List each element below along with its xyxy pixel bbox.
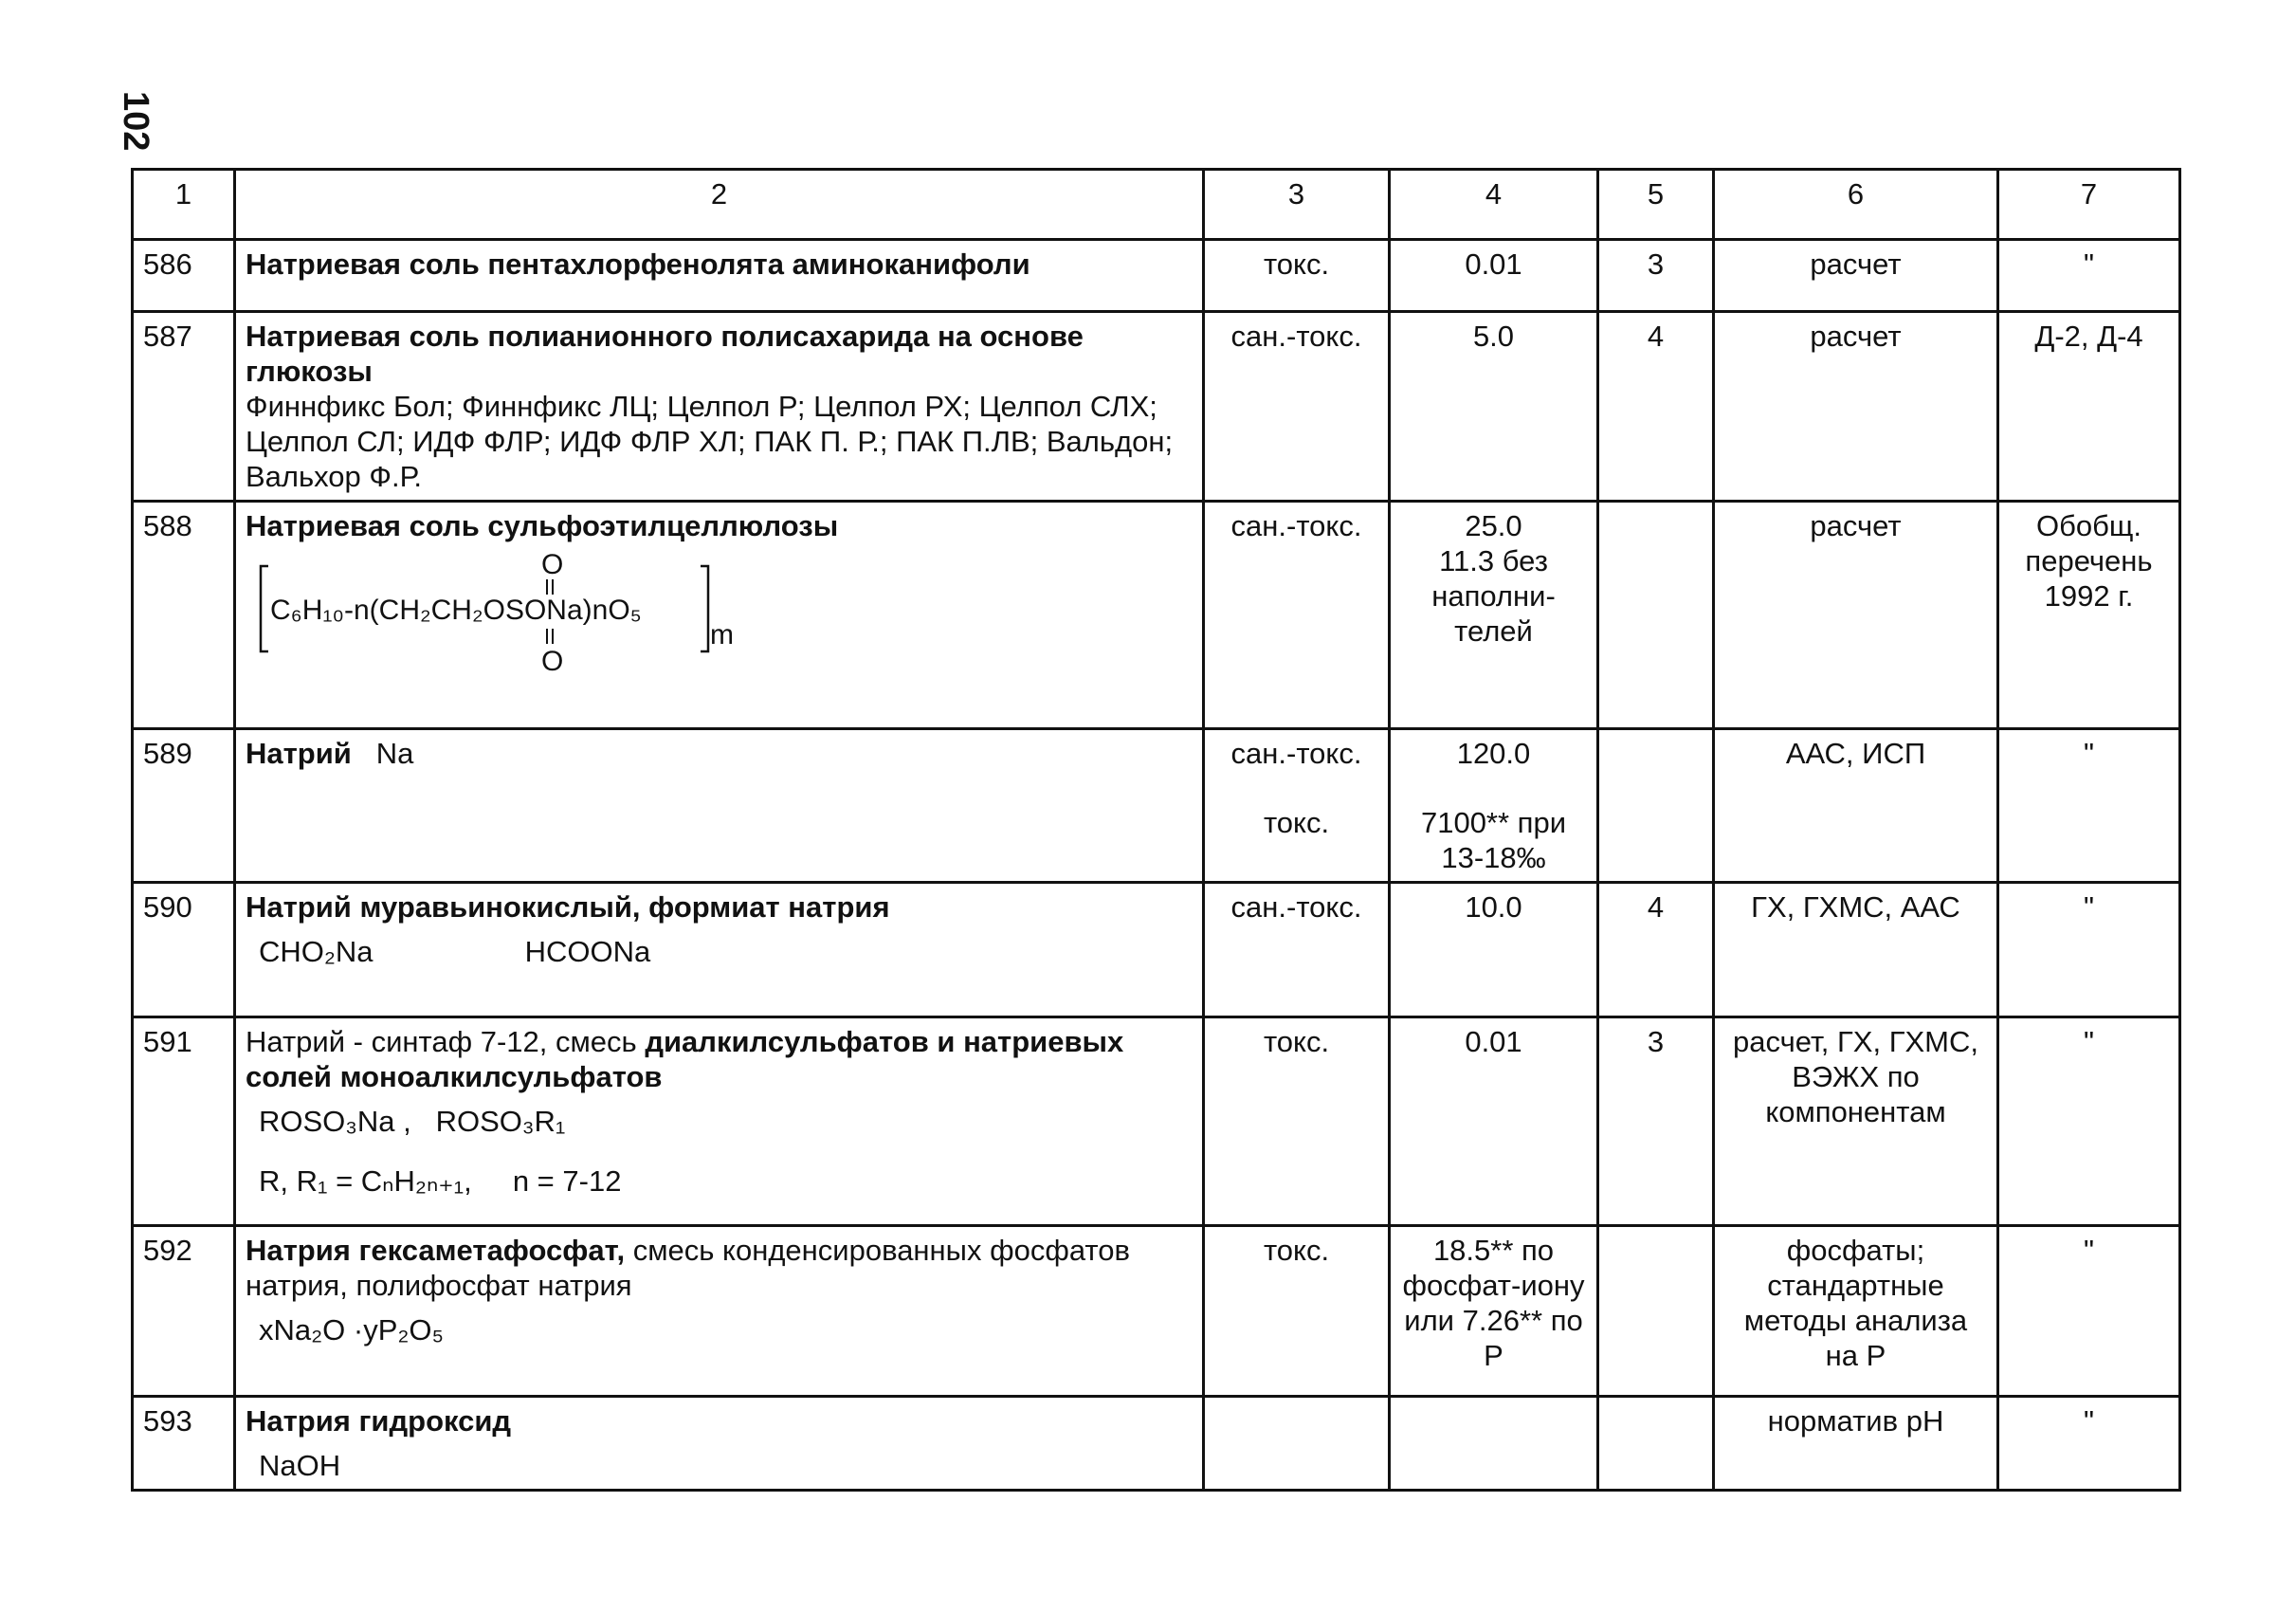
header-cell-4: 4: [1390, 170, 1598, 240]
substance-formula: [259, 934, 1193, 969]
row-number: 587: [133, 312, 235, 502]
header-cell-7: 7: [1998, 170, 2180, 240]
cell-col4: 10.0: [1390, 883, 1598, 1017]
cell-col7: ": [1998, 240, 2180, 312]
cell-col4-value: 120.0: [1456, 737, 1531, 770]
cell-col3-value: сан.-токс.: [1230, 737, 1362, 770]
cell-col6: расчет: [1714, 240, 1998, 312]
table-row: [133, 1226, 2180, 1397]
substance-formula: [259, 1104, 1193, 1139]
row-number: 593: [133, 1397, 235, 1491]
cell-col6: расчет, ГХ, ГХМС, ВЭЖХ по компонентам: [1714, 1017, 1998, 1226]
table-row: [133, 240, 2180, 312]
formula-c: R, R₁ = CₙH₂ₙ₊₁,: [259, 1164, 472, 1198]
cell-col5: 4: [1598, 312, 1714, 502]
structural-formula: [255, 551, 1193, 674]
cell-col3: [1204, 729, 1390, 883]
cell-col4-value: 25.0: [1465, 509, 1522, 542]
spacer: [1214, 771, 1378, 805]
row-number: 590: [133, 883, 235, 1017]
header-cell-6: 6: [1714, 170, 1998, 240]
table-row: [133, 729, 2180, 883]
substance-name: [235, 883, 1204, 1017]
cell-col4: 0.01: [1390, 1017, 1598, 1226]
formula-b: HCOONa: [524, 935, 651, 968]
cell-col7: Обобщ. перечень 1992 г.: [1998, 502, 2180, 729]
cell-col3: токс.: [1204, 1017, 1390, 1226]
substance-name: [235, 1226, 1204, 1397]
substance-name-plain: смесь конденсированных фосфатов натрия, полифосфат натрия: [246, 1234, 1130, 1302]
header-cell-3: 3: [1204, 170, 1390, 240]
formula-drawing: [255, 551, 786, 674]
formula-b: ROSO₃R₁: [435, 1105, 566, 1138]
formula-subscript-m: m: [710, 619, 734, 650]
cell-col7: Д-2, Д-4: [1998, 312, 2180, 502]
cell-col7: ": [1998, 1017, 2180, 1226]
cell-col5: [1598, 1226, 1714, 1397]
substance-name: [235, 502, 1204, 729]
substance-name: [235, 240, 1204, 312]
substance-name-text: Натрий муравьинокислый, формиат натрия: [246, 890, 890, 924]
substance-name: [235, 312, 1204, 502]
substances-table: [131, 168, 2181, 1492]
cell-col5: [1598, 729, 1714, 883]
header-cell-5: 5: [1598, 170, 1714, 240]
formula-oxygen-top: O: [541, 551, 564, 580]
header-cell-2: 2: [235, 170, 1204, 240]
formula-main-text: C₆H₁₀-n(CH₂CH₂OSONa)nO₅: [270, 595, 642, 626]
substance-name-text: Натрий: [246, 737, 352, 770]
cell-col6: фосфаты; стандартные методы анализа на Р: [1714, 1226, 1998, 1397]
substance-name-text: Натрия гексаметафосфат,: [246, 1234, 626, 1267]
formula-a: ROSO₃Na ,: [259, 1105, 411, 1138]
cell-col3: сан.-токс.: [1204, 312, 1390, 502]
cell-col5: 3: [1598, 1017, 1714, 1226]
cell-col7: ": [1998, 729, 2180, 883]
cell-col3: токс.: [1204, 240, 1390, 312]
substance-name: [235, 1397, 1204, 1491]
cell-col4: 5.0: [1390, 312, 1598, 502]
cell-col6: ААС, ИСП: [1714, 729, 1998, 883]
table-row: [133, 1017, 2180, 1226]
substance-name-text: Натрия гидроксид: [246, 1404, 512, 1438]
cell-col7: ": [1998, 883, 2180, 1017]
row-number: 588: [133, 502, 235, 729]
cell-col4-value-2: 7100** при 13-18‰: [1420, 806, 1567, 874]
spacer: [1400, 771, 1587, 805]
table-row: [133, 883, 2180, 1017]
substance-formula: Na: [375, 737, 414, 770]
cell-col6: расчет: [1714, 502, 1998, 729]
cell-col6: ГХ, ГХМС, ААС: [1714, 883, 1998, 1017]
substance-description: Финнфикс Бол; Финнфикс ЛЦ; Целпол Р; Целпол РХ; Целпол СЛХ; Целпол СЛ; ИДФ ФЛР; ИДФ ФЛР ХЛ; ПАК П. Р.; ПАК П.ЛВ; Вальдон; Вальхор Ф.Р.: [246, 390, 1174, 493]
cell-col5: 3: [1598, 240, 1714, 312]
formula-d: n = 7-12: [512, 1164, 622, 1198]
substance-name: [235, 1017, 1204, 1226]
right-bracket: [701, 566, 708, 651]
row-number: 591: [133, 1017, 235, 1226]
formula-a: CHO₂Na: [259, 935, 374, 968]
cell-col4: [1390, 502, 1598, 729]
page-number: 102: [116, 91, 155, 152]
substance-formula-2: [259, 1163, 1193, 1199]
cell-col6: норматив рН: [1714, 1397, 1998, 1491]
cell-col4: [1390, 729, 1598, 883]
cell-col4: 0.01: [1390, 240, 1598, 312]
row-number: 589: [133, 729, 235, 883]
row-number: 586: [133, 240, 235, 312]
substance-name-plain: Натрий - синтаф 7-12, смесь: [246, 1025, 646, 1058]
cell-col3-value-2: токс.: [1263, 806, 1330, 839]
table-row: [133, 312, 2180, 502]
cell-col7: ": [1998, 1226, 2180, 1397]
substance-formula: NaOH: [259, 1449, 341, 1482]
cell-col4-note: 11.3 без наполни-телей: [1431, 544, 1556, 648]
formula-oxygen-bottom: O: [541, 646, 564, 674]
substance-name: [235, 729, 1204, 883]
cell-col3: [1204, 1397, 1390, 1491]
header-row: [133, 170, 2180, 240]
cell-col5: [1598, 502, 1714, 729]
cell-col4: [1390, 1397, 1598, 1491]
cell-col3: токс.: [1204, 1226, 1390, 1397]
table-row: [133, 502, 2180, 729]
header-cell-1: 1: [133, 170, 235, 240]
cell-col3: сан.-токс.: [1204, 883, 1390, 1017]
cell-col5: 4: [1598, 883, 1714, 1017]
substance-name-text: диалкилсульфатов и натриевых солей моноалкилсульфатов: [246, 1025, 1124, 1093]
cell-col6: расчет: [1714, 312, 1998, 502]
cell-col7: ": [1998, 1397, 2180, 1491]
substance-name-text: Натриевая соль полианионного полисахарида на основе глюкозы: [246, 320, 1084, 388]
substance-name-text: Натриевая соль сульфоэтилцеллюлозы: [246, 509, 839, 542]
substance-formula: xNa₂O ·yP₂O₅: [259, 1313, 445, 1346]
cell-col5: [1598, 1397, 1714, 1491]
table-row: [133, 1397, 2180, 1491]
substance-name-text: Натриевая соль пентахлорфенолята аминоканифоли: [246, 247, 1030, 281]
row-number: 592: [133, 1226, 235, 1397]
left-bracket: [261, 566, 268, 651]
cell-col3: сан.-токс.: [1204, 502, 1390, 729]
cell-col4: 18.5** по фосфат-иону или 7.26** по Р: [1390, 1226, 1598, 1397]
